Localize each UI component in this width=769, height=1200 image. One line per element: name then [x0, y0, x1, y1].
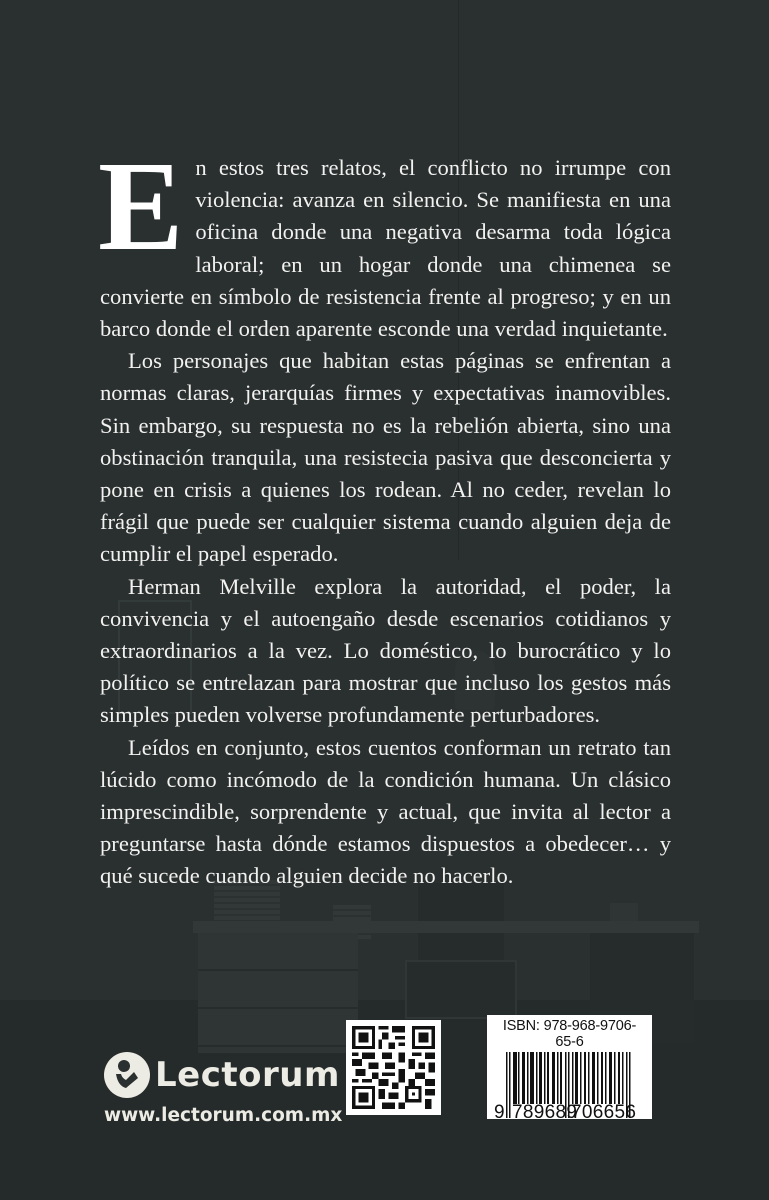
background-desk-top [193, 921, 699, 933]
synopsis-paragraph: Los personajes que habitan estas páginas se enfrentan a normas claras, jerarquías firmes y expectativas inamovibles. Sin embargo, su respuesta no es la rebelión abierta, sino una obstinación tranquila, una resistecia pasiva que desconcierta y pone en crisis a quienes los rodean. Al no ceder, revelan lo frágil que puede ser cualquier sistema cuando alguien deja de cumplir el papel esperado. [100, 348, 671, 567]
publisher-url[interactable]: www.lectorum.com.mx [104, 1105, 343, 1126]
synopsis-text [98, 135, 671, 893]
qr-code-icon [352, 1026, 435, 1109]
isbn-barcode [487, 1015, 652, 1123]
background-chair [405, 960, 517, 1019]
publisher-logo [104, 1052, 340, 1098]
qr-code[interactable] [346, 1020, 441, 1115]
isbn-label: ISBN: 978-968-9706-65-6 [502, 1018, 637, 1050]
background-drawers [198, 933, 358, 1053]
reader-book-icon [104, 1052, 150, 1098]
synopsis-paragraph: Leídos en conjunto, estos cuentos conforman un retrato tan lúcido como incómodo de la condición humana. Un clásico imprescindible, sorprendente y actual, que invita al lector a preguntarse hasta dónde estamos dispuestos a obedecer… y qué sucede cuando alguien decide no hacerlo. [100, 734, 671, 889]
barcode-bars: 9 789689 706656 [494, 1052, 645, 1122]
publisher-name: Lectorum [155, 1055, 340, 1095]
synopsis-paragraph: En estos tres relatos, el conflicto no irrumpe con violencia: avanza en silencio. Se manifiesta en una oficina donde una negativa desarma toda lógica laboral; en un hogar donde una chimenea se convierte en símbolo de resistencia frente al progreso; y en un barco donde el orden aparente esconde una verdad inquietante. [98, 135, 671, 342]
drop-cap: E [98, 135, 184, 277]
synopsis-paragraph: Herman Melville explora la autoridad, el poder, la convivencia y el autoengaño desde escenarios cotidianos y extraordinarios a la vez. Lo doméstico, lo burocrático y lo político se entrelazan para mostrar que incluso los gestos más simples pueden volverse profundamente perturbadores. [100, 573, 671, 728]
